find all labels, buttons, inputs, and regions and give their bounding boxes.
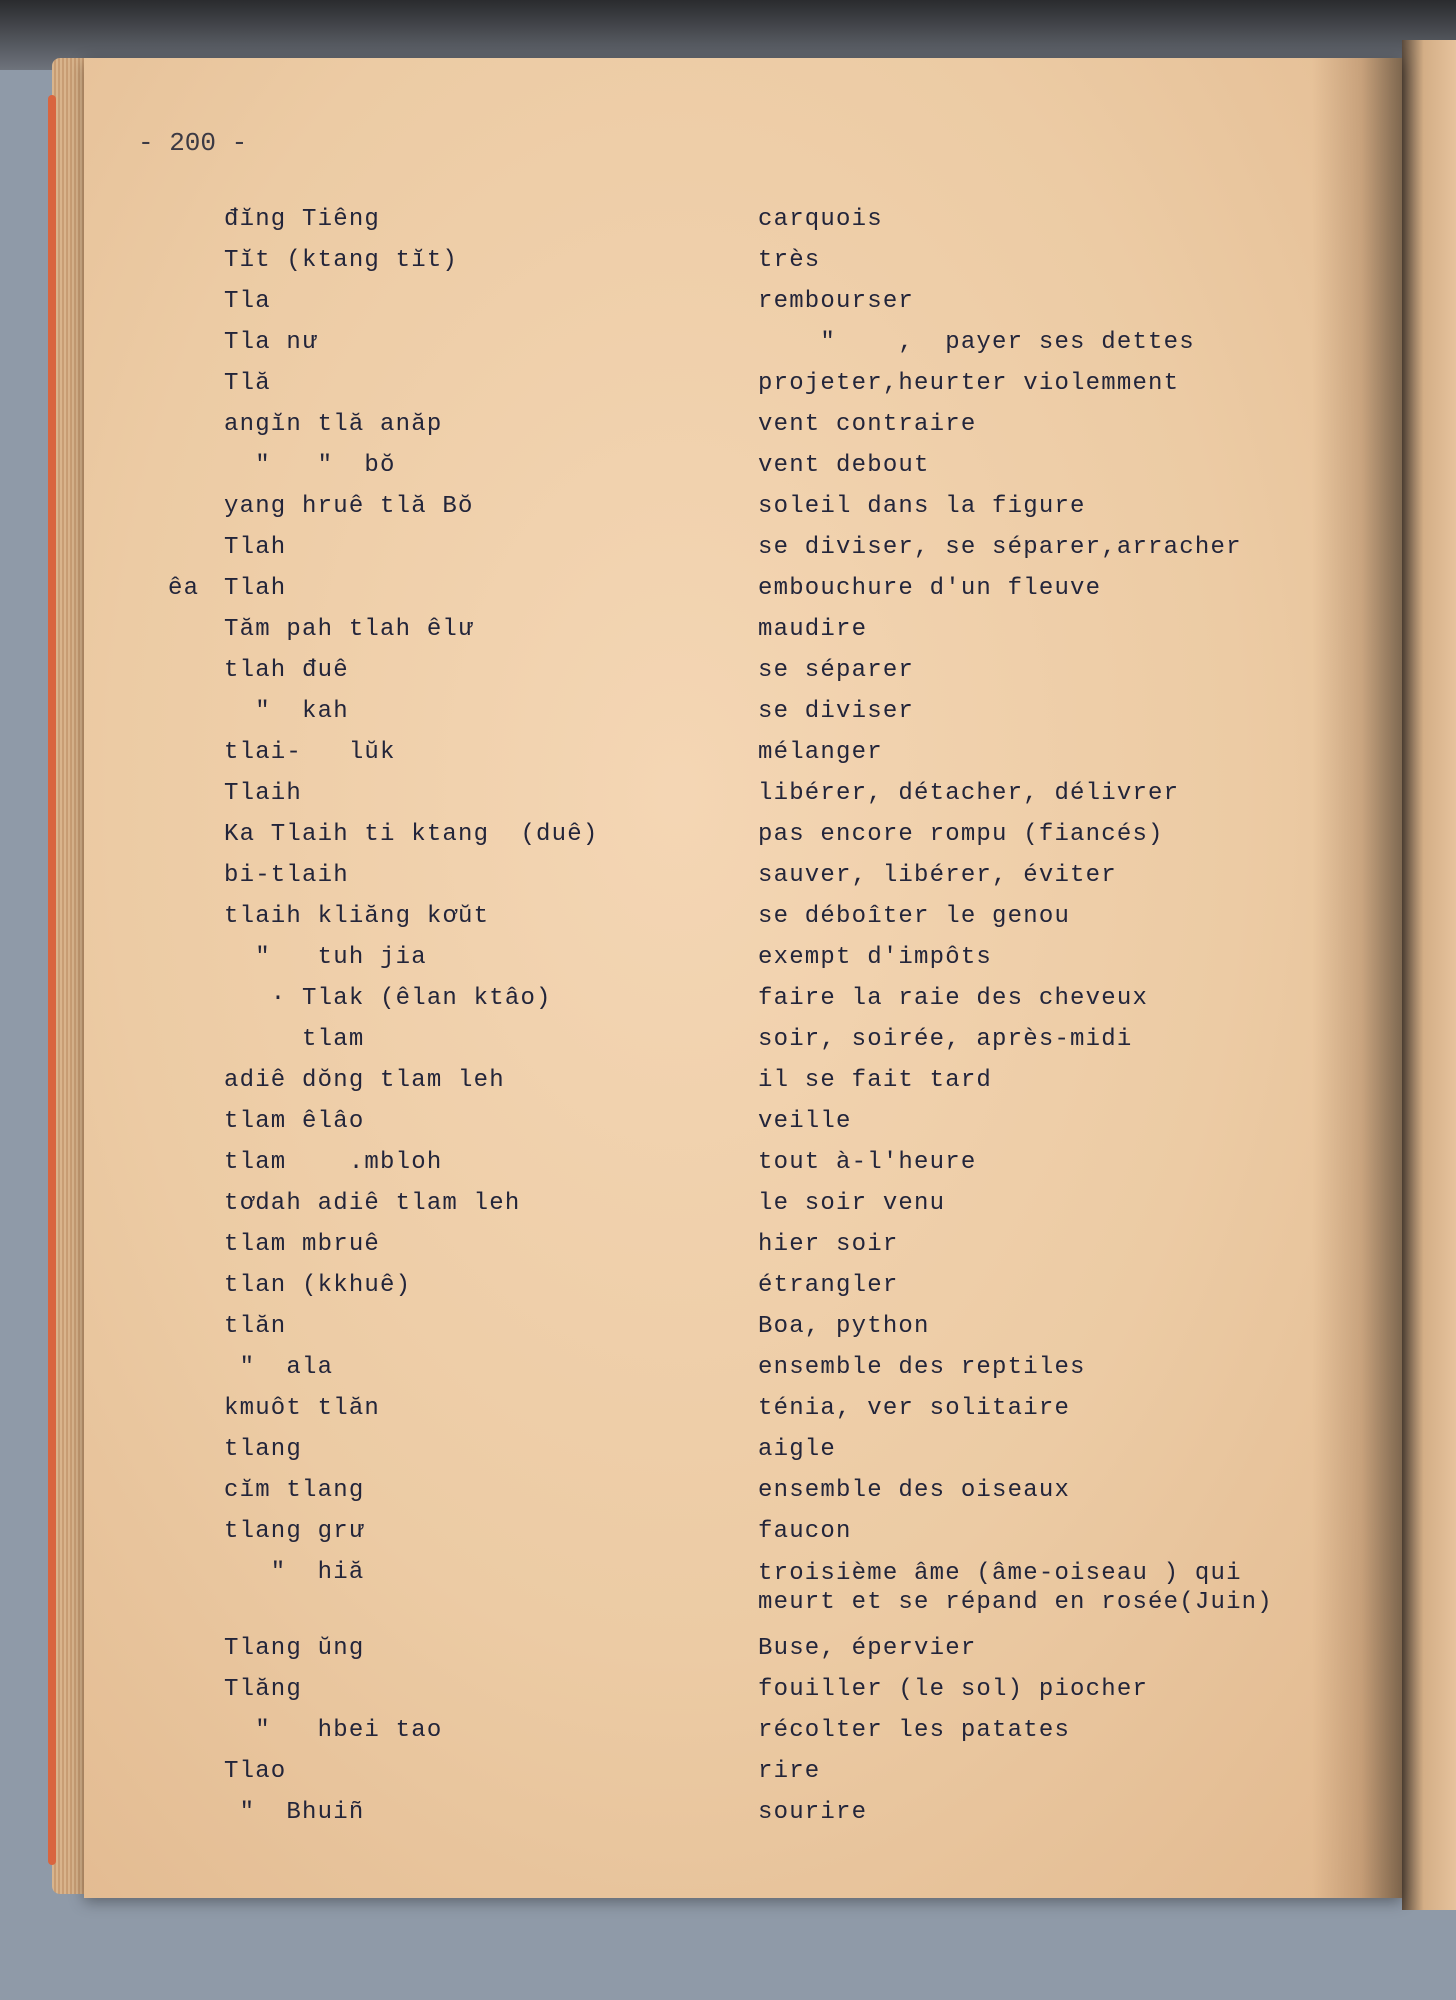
glossary-entry bbox=[0, 1354, 1456, 1394]
entry-definition: vent debout bbox=[758, 452, 930, 479]
entry-definition: aigle bbox=[758, 1436, 837, 1463]
glossary-entry bbox=[0, 1518, 1456, 1558]
glossary-entry bbox=[0, 1395, 1456, 1435]
entry-definition: très bbox=[758, 247, 821, 274]
entry-definition: fouiller (le sol) piocher bbox=[758, 1676, 1149, 1703]
entry-term: " " bŏ bbox=[224, 452, 396, 479]
entry-definition: faire la raie des cheveux bbox=[758, 985, 1149, 1012]
entry-definition: rire bbox=[758, 1758, 821, 1785]
glossary-entry bbox=[0, 493, 1456, 533]
glossary-entry bbox=[0, 1477, 1456, 1517]
glossary-entry bbox=[0, 616, 1456, 656]
entry-term: Tăm pah tlah êlư bbox=[224, 616, 474, 643]
glossary-entry bbox=[0, 575, 1456, 615]
entry-definition: il se fait tard bbox=[758, 1067, 993, 1094]
glossary-entry bbox=[0, 247, 1456, 287]
glossary-entry bbox=[0, 1799, 1456, 1839]
entry-term: " ala bbox=[224, 1354, 334, 1381]
entry-term: adiê dŏng tlam leh bbox=[224, 1067, 505, 1094]
entry-definition: le soir venu bbox=[758, 1190, 946, 1217]
entry-term: Tlă bbox=[224, 370, 271, 397]
entry-definition: carquois bbox=[758, 206, 883, 233]
entry-definition: troisième âme (âme-oiseau ) qui meurt et se répand en rosée(Juin) bbox=[758, 1560, 1273, 1616]
glossary-entry bbox=[0, 739, 1456, 779]
entry-definition: se déboîter le genou bbox=[758, 903, 1071, 930]
entry-definition: faucon bbox=[758, 1518, 852, 1545]
entry-term: Tla nư bbox=[224, 329, 318, 356]
entry-term: Ka Tlaih ti ktang (duê) bbox=[224, 821, 599, 848]
entry-definition: Boa, python bbox=[758, 1313, 930, 1340]
glossary-entry bbox=[0, 1676, 1456, 1716]
entry-definition: ensemble des reptiles bbox=[758, 1354, 1086, 1381]
entry-term: tlam mbruê bbox=[224, 1231, 381, 1258]
entry-definition: libérer, détacher, délivrer bbox=[758, 780, 1180, 807]
glossary-entry bbox=[0, 1149, 1456, 1189]
glossary-entry bbox=[0, 534, 1456, 574]
glossary-entry bbox=[0, 657, 1456, 697]
glossary-entry bbox=[0, 780, 1456, 820]
entry-term: " kah bbox=[224, 698, 349, 725]
entry-term: tlah đuê bbox=[224, 657, 349, 684]
entry-term: tlang bbox=[224, 1436, 303, 1463]
glossary-entry bbox=[0, 903, 1456, 943]
entry-definition: sourire bbox=[758, 1799, 868, 1826]
entry-term: Tlang ŭng bbox=[224, 1635, 365, 1662]
entry-term: tlang grư bbox=[224, 1518, 365, 1545]
entry-term: kmuôt tlăn bbox=[224, 1395, 381, 1422]
glossary-entry bbox=[0, 1313, 1456, 1353]
entry-definition: ténia, ver solitaire bbox=[758, 1395, 1071, 1422]
entry-definition: exempt d'impôts bbox=[758, 944, 993, 971]
entry-term: Tĭt (ktang tĭt) bbox=[224, 247, 459, 274]
glossary-entry bbox=[0, 329, 1456, 369]
entry-definition: projeter,heurter violemment bbox=[758, 370, 1180, 397]
entry-term: · Tlak (êlan ktâo) bbox=[224, 985, 552, 1012]
glossary-entry bbox=[0, 1272, 1456, 1312]
entry-term: Tlăng bbox=[224, 1676, 303, 1703]
glossary-entry bbox=[0, 370, 1456, 410]
entry-definition: soir, soirée, après-midi bbox=[758, 1026, 1133, 1053]
entry-definition: veille bbox=[758, 1108, 852, 1135]
entry-term: đĭng Tiêng bbox=[224, 206, 381, 233]
entry-term: " hbei tao bbox=[224, 1717, 443, 1744]
entry-term: tơdah adiê tlam leh bbox=[224, 1190, 521, 1217]
glossary-entry bbox=[0, 1635, 1456, 1675]
entry-definition: pas encore rompu (fiancés) bbox=[758, 821, 1164, 848]
entry-term: Tlah bbox=[224, 534, 287, 561]
entry-definition: " , payer ses dettes bbox=[758, 329, 1195, 356]
entry-term: tlai- lŭk bbox=[224, 739, 396, 766]
entry-term: Tlaih bbox=[224, 780, 303, 807]
glossary-entry bbox=[0, 944, 1456, 984]
glossary-entry bbox=[0, 452, 1456, 492]
glossary-entry bbox=[0, 1758, 1456, 1798]
glossary-entry bbox=[0, 206, 1456, 246]
glossary-entry bbox=[0, 1231, 1456, 1271]
entry-term: Tlao bbox=[224, 1758, 287, 1785]
entry-term: angĭn tlă anăp bbox=[224, 411, 443, 438]
entry-term: yang hruê tlă Bŏ bbox=[224, 493, 474, 520]
glossary-entry bbox=[0, 1190, 1456, 1230]
glossary-entry bbox=[0, 985, 1456, 1025]
entry-term: tlam êlâo bbox=[224, 1108, 365, 1135]
entry-definition: tout à-l'heure bbox=[758, 1149, 977, 1176]
glossary-entry bbox=[0, 1026, 1456, 1066]
glossary-entry bbox=[0, 862, 1456, 902]
glossary-entry bbox=[0, 1436, 1456, 1476]
glossary-entry bbox=[0, 288, 1456, 328]
glossary-entry bbox=[0, 1108, 1456, 1148]
entry-definition: hier soir bbox=[758, 1231, 899, 1258]
glossary-entry bbox=[0, 821, 1456, 861]
entry-term: tlam bbox=[224, 1026, 365, 1053]
entry-definition: maudire bbox=[758, 616, 868, 643]
entry-definition: embouchure d'un fleuve bbox=[758, 575, 1102, 602]
entry-definition: se diviser, se séparer,arracher bbox=[758, 534, 1242, 561]
entry-definition: Buse, épervier bbox=[758, 1635, 977, 1662]
glossary-entry bbox=[0, 411, 1456, 451]
entry-definition: mélanger bbox=[758, 739, 883, 766]
entry-term: tlam .mbloh bbox=[224, 1149, 443, 1176]
entry-definition: étrangler bbox=[758, 1272, 899, 1299]
entry-term: cĭm tlang bbox=[224, 1477, 365, 1504]
entry-definition: se séparer bbox=[758, 657, 915, 684]
glossary-entry bbox=[0, 698, 1456, 738]
page-number: - 200 - bbox=[138, 128, 248, 158]
entry-term: " tuh jia bbox=[224, 944, 427, 971]
glossary-entry bbox=[0, 1559, 1456, 1616]
entry-definition: se diviser bbox=[758, 698, 915, 725]
entry-term: Tla bbox=[224, 288, 271, 315]
margin-note: êa bbox=[168, 575, 200, 602]
entry-definition: soleil dans la figure bbox=[758, 493, 1086, 520]
glossary-entry bbox=[0, 1717, 1456, 1757]
entry-term: tlăn bbox=[224, 1313, 287, 1340]
entry-definition: récolter les patates bbox=[758, 1717, 1071, 1744]
entry-term: " hiă bbox=[224, 1559, 365, 1586]
glossary-entry bbox=[0, 1067, 1456, 1107]
entry-definition: vent contraire bbox=[758, 411, 977, 438]
entry-term: " Bhuiñ bbox=[224, 1799, 365, 1826]
entry-definition: sauver, libérer, éviter bbox=[758, 862, 1117, 889]
entry-definition: ensemble des oiseaux bbox=[758, 1477, 1071, 1504]
entry-term: Tlah bbox=[224, 575, 287, 602]
entry-term: tlan (kkhuê) bbox=[224, 1272, 412, 1299]
entry-term: bi-tlaih bbox=[224, 862, 349, 889]
entry-definition: rembourser bbox=[758, 288, 915, 315]
entry-term: tlaih kliăng kơŭt bbox=[224, 903, 490, 930]
